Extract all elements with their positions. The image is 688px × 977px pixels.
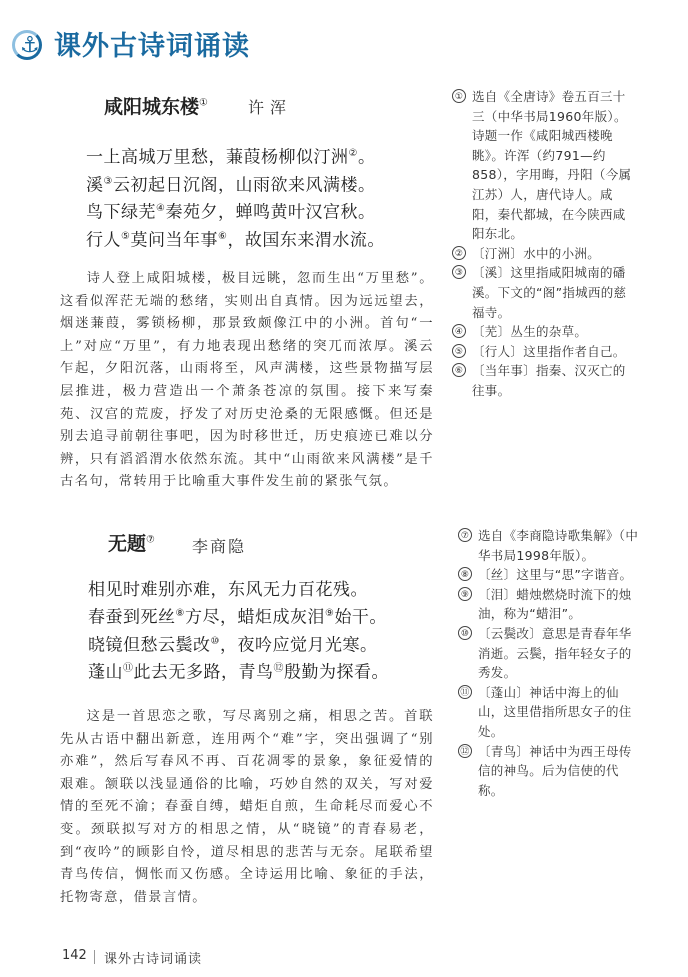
footer-book-title: 课外古诗词诵读 (104, 952, 203, 967)
poem1-body (86, 142, 385, 253)
poem1-title-note: ① (199, 97, 208, 109)
note-8: ⑧ 〔丝〕这里与“思”字谐音。 (458, 565, 640, 585)
poem1-line-3: 鸟下绿芜④秦苑夕，蝉鸣黄叶汉宫秋。 (86, 202, 376, 223)
anchor-icon: ⚓ (20, 33, 40, 58)
poem1-line-2: 溪③云初起日沉阁，山雨欲来风满楼。 (86, 175, 376, 196)
poem2-title: 无题⑦ (108, 533, 155, 555)
note-10: ⑩ 〔云鬓改〕意思是青春年华消逝。云鬓，指年轻女子的秀发。 (458, 624, 640, 683)
poem1-line-1: 一上高城万里愁，蒹葭杨柳似汀洲②。 (86, 147, 376, 168)
poem1-author: 许浑 (248, 98, 293, 117)
poem1-title: 咸阳城东楼① (104, 96, 208, 118)
note-2: ② 〔汀洲〕水中的小洲。 (452, 244, 638, 264)
section-title: 课外古诗词诵读 (54, 31, 250, 62)
footer-divider (94, 950, 95, 964)
note-6: ⑥ 〔当年事〕指秦、汉灭亡的往事。 (452, 361, 638, 400)
poem2-line-2: 春蚕到死丝⑧方尽，蜡炬成灰泪⑨始干。 (88, 607, 387, 628)
poem2-notes (458, 526, 640, 800)
poem2-title-note: ⑦ (146, 534, 155, 546)
poem2-body (88, 578, 389, 685)
note-4: ④ 〔芜〕丛生的杂草。 (452, 322, 638, 342)
poem2-line-3: 晓镜但愁云鬓改⑩，夜吟应觉月光寒。 (88, 635, 378, 656)
note-1: ① 选自《全唐诗》卷五百三十三（中华书局1960年版）。诗题一作《咸阳城西楼晚眺》。许浑（约791—约858），字用晦，丹阳（今属江苏）人，唐代诗人。咸阳，秦代都城，在今陕西咸阳东北。 (452, 87, 638, 244)
poem2-author: 李商隐 (192, 537, 247, 556)
poem2-line-1: 相见时难别亦难，东风无力百花残。 (88, 580, 368, 600)
note-7: ⑦ 选自《李商隐诗歌集解》（中华书局1998年版）。 (458, 526, 640, 565)
note-11: ⑪ 〔蓬山〕神话中海上的仙山，这里借指所思女子的住处。 (458, 683, 640, 742)
poem1-notes (452, 87, 638, 401)
note-3: ③ 〔溪〕这里指咸阳城南的磻溪。下文的“阁”指城西的慈福寺。 (452, 263, 638, 322)
note-9: ⑨ 〔泪〕蜡烛燃烧时流下的烛油，称为“蜡泪”。 (458, 585, 640, 624)
page-number: 142 (62, 948, 87, 963)
poem1-line-4: 行人⑤莫问当年事⑥，故国东来渭水流。 (86, 230, 385, 251)
poem2-analysis: 这是一首思恋之歌，写尽离别之痛，相思之苦。首联先从古语中翻出新意，连用两个“难”字，突出强调了“别亦难”，然后写春风不再、百花凋零的景象，象征爱情的艰难。颔联以浅显通俗的比喻，巧妙自然的双关，写对爱情的至死不渝；春蚕自缚，蜡炬自煎，生命耗尽而爱心不变。颈联拟写对方的相思之情，从“晓镜”的青春易老，到“夜吟”的顾影自怜，道尽相思的悲苦与无奈。尾联希望青鸟传信，惆怅而又伤感。全诗运用比喻、象征的手法，托物寄意，借景言情。 (60, 709, 434, 905)
poem1-analysis: 诗人登上咸阳城楼，极目远眺，忽而生出“万里愁”。这看似浑茫无端的愁绪，实则出自真情。因为远远望去，烟迷蒹葭，雾锁杨柳，那景致颇像江中的小洲。首句“一上”对应“万里”，有力地表现出愁绪的突兀而浓厚。溪云乍起，夕阳沉落，山雨将至，风声满楼，这些景物描写层层推进，极力营造出一个萧条苍凉的氛围。接下来写秦苑、汉宫的荒废，抒发了对历史沧桑的无限感慨。但还是别去追寻前朝往事吧，因为时移世迁，历史痕迹已难以分辨，只有滔滔渭水依然东流。其中“山雨欲来风满楼”是千古名句，常转用于比喻重大事件发生前的紧张气氛。 (60, 271, 434, 490)
note-12: ⑫ 〔青鸟〕神话中为西王母传信的神鸟。后为信使的代称。 (458, 742, 640, 801)
poem2-line-4: 蓬山⑪此去无多路，青鸟⑫殷勤为探看。 (88, 662, 389, 683)
note-5: ⑤ 〔行人〕这里指作者自己。 (452, 342, 638, 362)
